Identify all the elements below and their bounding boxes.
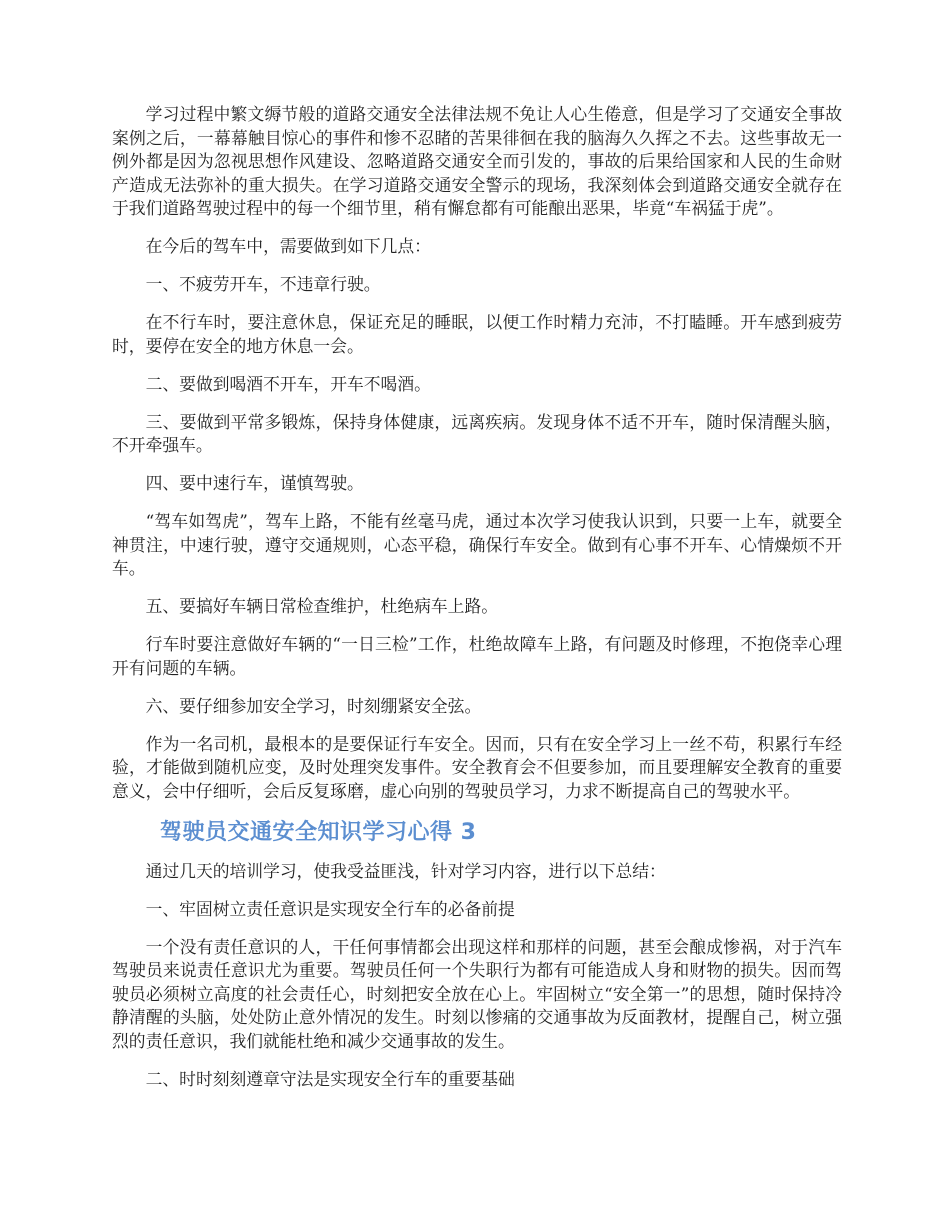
point-4-body: “驾车如驾虎”，驾车上路，不能有丝毫马虎，通过本次学习使我认识到，只要一上车，就要全神贯注，中速行驶，遵守交通规则，心态平稳，确保行车安全。做到有心事不开车、心情燥烦不开车。 [112, 511, 842, 578]
summary-point-1-body: 一个没有责任意识的人，干任何事情都会出现这样和那样的问题，甚至会酿成惨祸，对于汽车驾驶员来说责任意识尤为重要。驾驶员任何一个失职行为都有可能造成人身和财物的损失。因而驾驶员必须树立高度的社会责任心，时刻把安全放在心上。牢固树立“安全第一”的思想，随时保持冷静清醒的头脑，处处防止意外情况的发生。时刻以惨痛的交通事故为反面教材，提醒自己，树立强烈的责任意识，我们就能杜绝和减少交通事故的发生。 [112, 936, 842, 1051]
point-6-title: 六、要仔细参加安全学习，时刻绷紧安全弦。 [145, 695, 482, 716]
point-1-title: 一、不疲劳开车，不违章行驶。 [145, 274, 381, 294]
section-heading: 驾驶员交通安全知识学习心得 3 [160, 819, 477, 845]
summary-point-2-title: 二、时时刻刻遵章守法是实现安全行车的重要基础 [145, 1068, 515, 1089]
document-body [112, 103, 842, 1106]
point-1-body: 在不行车时，要注意休息，保证充足的睡眠，以便工作时精力充沛，不打瞌睡。开车感到疲劳时，要停在安全的地方休息一会。 [112, 312, 842, 356]
point-5-body: 行车时要注意做好车辆的“一日三检”工作，杜绝故障车上路，有问题及时修理，不抱侥幸心理开有问题的车辆。 [112, 634, 842, 678]
point-4-title: 四、要中速行车，谨慎驾驶。 [145, 473, 364, 493]
point-3-title: 三、要做到平常多锻炼，保持身体健康，远离疾病。发现身体不适不开车，随时保清醒头脑，不开牵强车。 [112, 411, 842, 455]
summary-point-1-title: 一、牢固树立责任意识是实现安全行车的必备前提 [145, 898, 515, 919]
paragraph-summary-intro: 通过几天的培训学习，使我受益匪浅，针对学习内容，进行以下总结： [145, 860, 666, 881]
point-6-body: 作为一名司机，最根本的是要保证行车安全。因而，只有在安全学习上一丝不苟，积累行车经验，才能做到随机应变，及时处理突发事件。安全教育会不但要参加，而且要理解安全教育的重要意义，会中仔细听，会后反复琢磨，虚心向别的驾驶员学习，力求不断提高自己的驾驶水平。 [112, 733, 842, 801]
paragraph-accident-reflection: 学习过程中繁文缛节般的道路交通安全法律法规不免让人心生倦意，但是学习了交通安全事故案例之后，一幕幕触目惊心的事件和惨不忍睹的苦果徘徊在我的脑海久久挥之不去。这些事故无一例外都是因为忽视思想作风建设、忽略道路交通安全而引发的，事故的后果给国家和人民的生命财产造成无法弥补的重大损失。在学习道路交通安全警示的现场，我深刻体会到道路交通安全就存在于我们道路驾驶过程中的每一个细节里，稍有懈怠都有可能酿出恶果，毕竟“车祸猛于虎”。 [112, 104, 842, 218]
point-5-title: 五、要搞好车辆日常检查维护，杜绝病车上路。 [145, 596, 499, 616]
point-2-title: 二、要做到喝酒不开车，开车不喝酒。 [145, 373, 431, 394]
paragraph-intro-points: 在今后的驾车中，需要做到如下几点： [145, 236, 431, 256]
